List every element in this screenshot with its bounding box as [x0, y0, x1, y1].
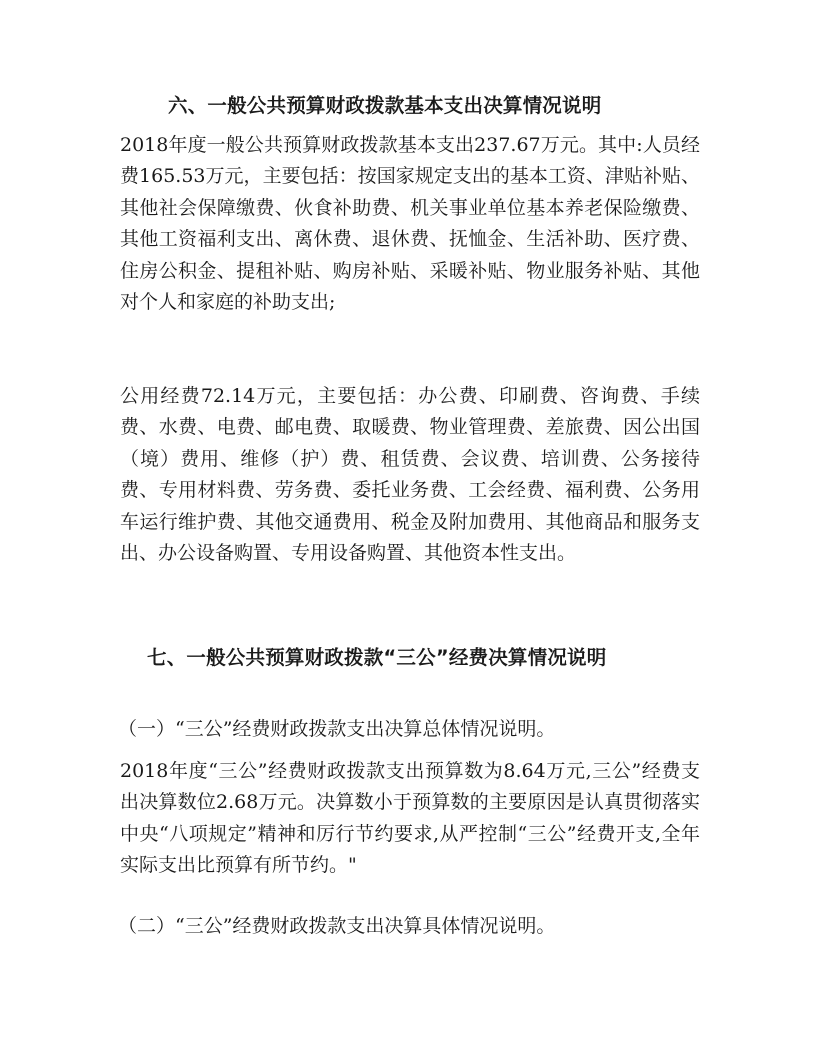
three-public-summary-paragraph: 2018年度“三公”经费财政拨款支出预算数为8.64万元,三公”经费支出决算数位2.68万元。决算数小于预算数的主要原因是认真贯彻落实中央“八项规定”精神和厉行节约要求,从严控制“三公”经费开支,全年实际支出比预算有所节约。": [120, 760, 700, 877]
personnel-expense-paragraph: 2018年度一般公共预算财政拨款基本支出237.67万元。其中:人员经费165.53万元，主要包括：按国家规定支出的基本工资、津贴补贴、其他社会保障缴费、伙食补助费、机关事业单位基本养老保险缴费、其他工资福利支出、离休费、退休费、抚恤金、生活补助、医疗费、住房公积金、提租补贴、购房补贴、采暖补贴、物业服务补贴、其他对个人和家庭的补助支出;: [120, 134, 700, 314]
section-6-heading: 六、一般公共预算财政拨款基本支出决算情况说明: [168, 94, 602, 117]
subheading-detail: （二）“三公”经费财政拨款支出决算具体情况说明。: [118, 915, 556, 937]
public-expense-paragraph: 公用经费72.14万元，主要包括：办公费、印刷费、咨询费、手续费、水费、电费、邮电费、取暖费、物业管理费、差旅费、因公出国（境）费用、维修（护）费、租赁费、会议费、培训费、公务接待费、专用材料费、劳务费、委托业务费、工会经费、福利费、公务用车运行维护费、其他交通费用、税金及附加费用、其他商品和服务支出、办公设备购置、专用设备购置、其他资本性支出。: [120, 385, 700, 565]
subheading-overall: （一）“三公”经费财政拨款支出决算总体情况说明。: [118, 718, 556, 740]
section-7-heading: 七、一般公共预算财政拨款“三公”经费决算情况说明: [147, 646, 607, 669]
